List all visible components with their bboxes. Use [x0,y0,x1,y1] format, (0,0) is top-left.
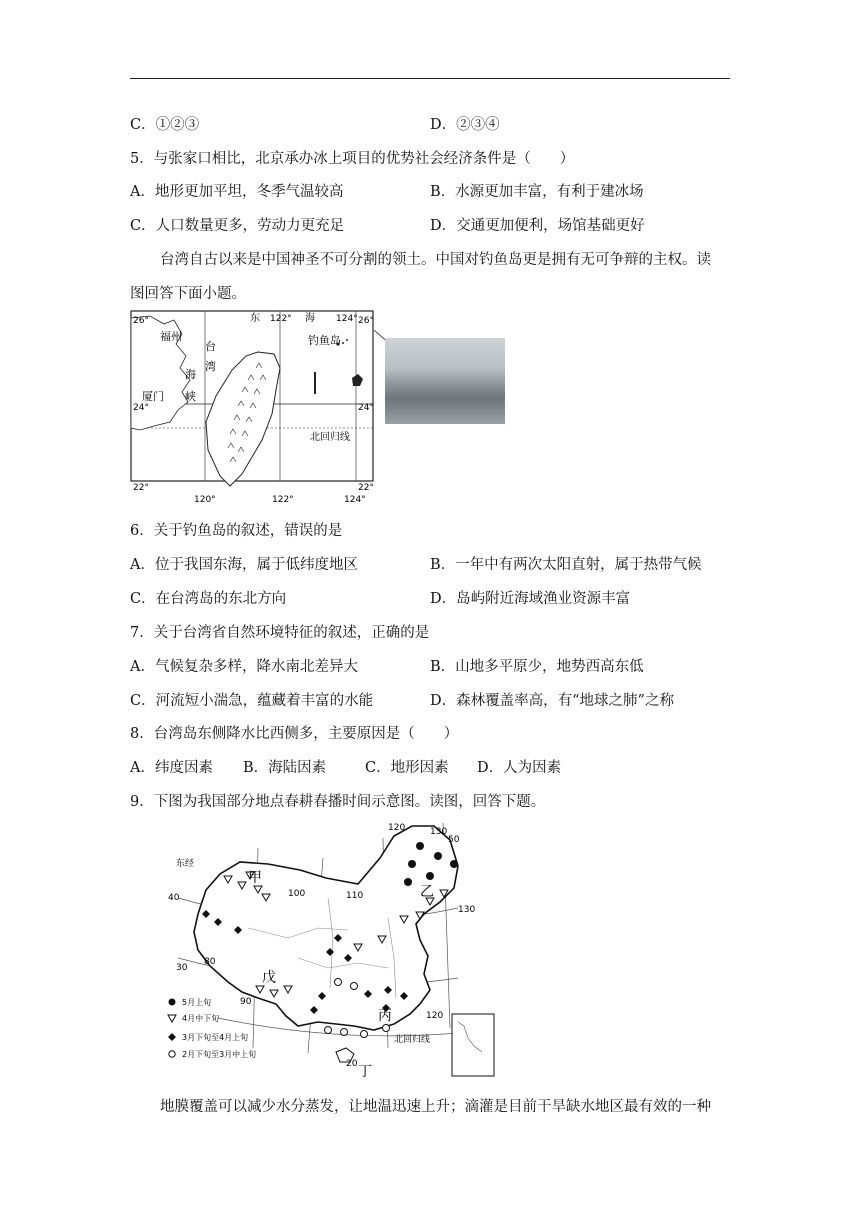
tick-20: 20 [346,1059,358,1069]
tick-110: 110 [346,891,364,901]
q8-option-c: C．地形因素 [365,760,449,776]
q6-option-c: C．在台湾岛的东北方向 [130,591,287,607]
tick-100: 100 [288,889,306,899]
q6-option-d: D．岛屿附近海域渔业资源丰富 [430,591,631,607]
legend-filled-diamond [168,1033,176,1041]
q5-option-a: A．地形更加平坦，冬季气温较高 [130,184,344,200]
taiwan-intro-line2: 图回答下面小题。 [130,286,246,302]
tick-124-top: 124° [336,314,358,324]
tick-50: 50 [448,835,460,845]
label-east: 东 [250,313,260,324]
legend-label-1: 4月中下旬 [182,1014,220,1023]
label-bing: 丙 [378,1008,392,1024]
legend-label-3: 2月下旬至3月中上旬 [182,1050,257,1059]
q5-option-c: C．人口数量更多，劳动力更充足 [130,218,345,234]
label-sea: 海 [305,313,315,324]
tick-26-right: 26° [358,316,374,326]
q6-stem: 6．关于钓鱼岛的叙述，错误的是 [130,523,343,539]
tick-124-bottom: 124° [344,495,366,505]
tick-130-right: 130 [458,905,476,915]
label-taiwan-a: 台 [205,340,216,353]
label-haixia-a: 海 [185,368,196,381]
tick-24-left: 24° [133,403,149,413]
label-tropic: 北回归线 [310,432,350,443]
label-jia: 甲 [248,870,262,886]
tick-120-top: 120 [388,823,406,833]
tick-22-right: 22° [358,483,374,493]
q5-stem: 5．与张家口相比，北京承办冰上项目的优势社会经济条件是（ ） [130,151,575,167]
q8-option-b: B．海陆因素 [243,760,327,776]
q8-stem: 8．台湾岛东侧降水比西侧多，主要原因是（ ） [130,726,459,742]
tick-120-bottom: 120° [194,495,216,505]
tick-22-left: 22° [133,483,149,493]
island-mark [314,372,316,394]
q8-option-d: D．人为因素 [477,760,562,776]
taiwan-diaoyu-map [130,310,374,506]
tick-122-top: 122° [270,314,292,324]
q8-option-a: A．纬度因素 [130,760,213,776]
tick-90: 90 [240,997,252,1007]
q5-option-b: B．水源更加丰富，有利于建冰场 [430,184,644,200]
legend-label-2: 3月下旬至4月上旬 [182,1033,249,1042]
header-rule [130,78,730,79]
q7-stem: 7．关于台湾省自然环境特征的叙述，正确的是 [130,625,430,641]
q4-option-d: D．②③④ [430,117,500,133]
q5-option-d: D．交通更加便利，场馆基础更好 [430,218,645,234]
tick-120-south: 120 [426,1011,444,1021]
legend-filled-circle [169,999,176,1006]
tick-130-top: 130 [430,827,448,837]
legend-open-triangle [168,1015,176,1022]
q7-option-d: D．森林覆盖率高，有“地球之肺”之称 [430,693,674,709]
legend-label-0: 5月上旬 [182,998,212,1007]
label-fuzhou: 福州 [160,330,182,343]
tick-26-left: 26° [133,316,149,326]
tick-40-left: 40 [168,893,180,903]
label-ding: 丁 [358,1064,372,1080]
legend-open-circle [169,1051,175,1057]
tick-80: 80 [204,957,216,967]
q7-option-a: A．气候复杂多样，降水南北差异大 [130,659,358,675]
tick-122-bottom: 122° [272,495,294,505]
tick-24-right: 24° [358,403,374,413]
closing-paragraph: 地膜覆盖可以减少水分蒸发，让地温迅速上升；滴灌是目前干旱缺水地区最有效的一种 [160,1099,711,1115]
q7-option-b: B．山地多平原少，地势西高东低 [430,659,644,675]
china-spring-sowing-map [158,818,503,1080]
tick-30: 30 [176,963,188,973]
label-xiamen: 厦门 [142,390,164,403]
diaoyu-island-photo [385,338,505,424]
label-wu: 戊 [262,970,276,986]
q9-stem: 9．下图为我国部分地点春耕春播时间示意图。读图，回答下题。 [130,794,546,810]
taiwan-intro-line1: 台湾自古以来是中国神圣不可分割的领土。中国对钓鱼岛更是拥有无可争辩的主权。读 [160,252,711,268]
label-haixia-b: 峡 [185,390,196,403]
china-outline [194,826,458,1030]
tick-dongjing: 东经 [176,859,195,869]
q4-option-c: C．①②③ [130,117,200,133]
label-yi: 乙 [420,884,434,900]
label-taiwan-b: 湾 [205,360,216,373]
q6-option-b: B．一年中有两次太阳直射，属于热带气候 [430,557,702,573]
q7-option-c: C．河流短小湍急，蕴藏着丰富的水能 [130,693,374,709]
label-tropic-china: 北回归线 [394,1035,431,1045]
q6-option-a: A．位于我国东海，属于低纬度地区 [130,557,358,573]
label-diaoyu: 钓鱼岛 [308,334,341,347]
